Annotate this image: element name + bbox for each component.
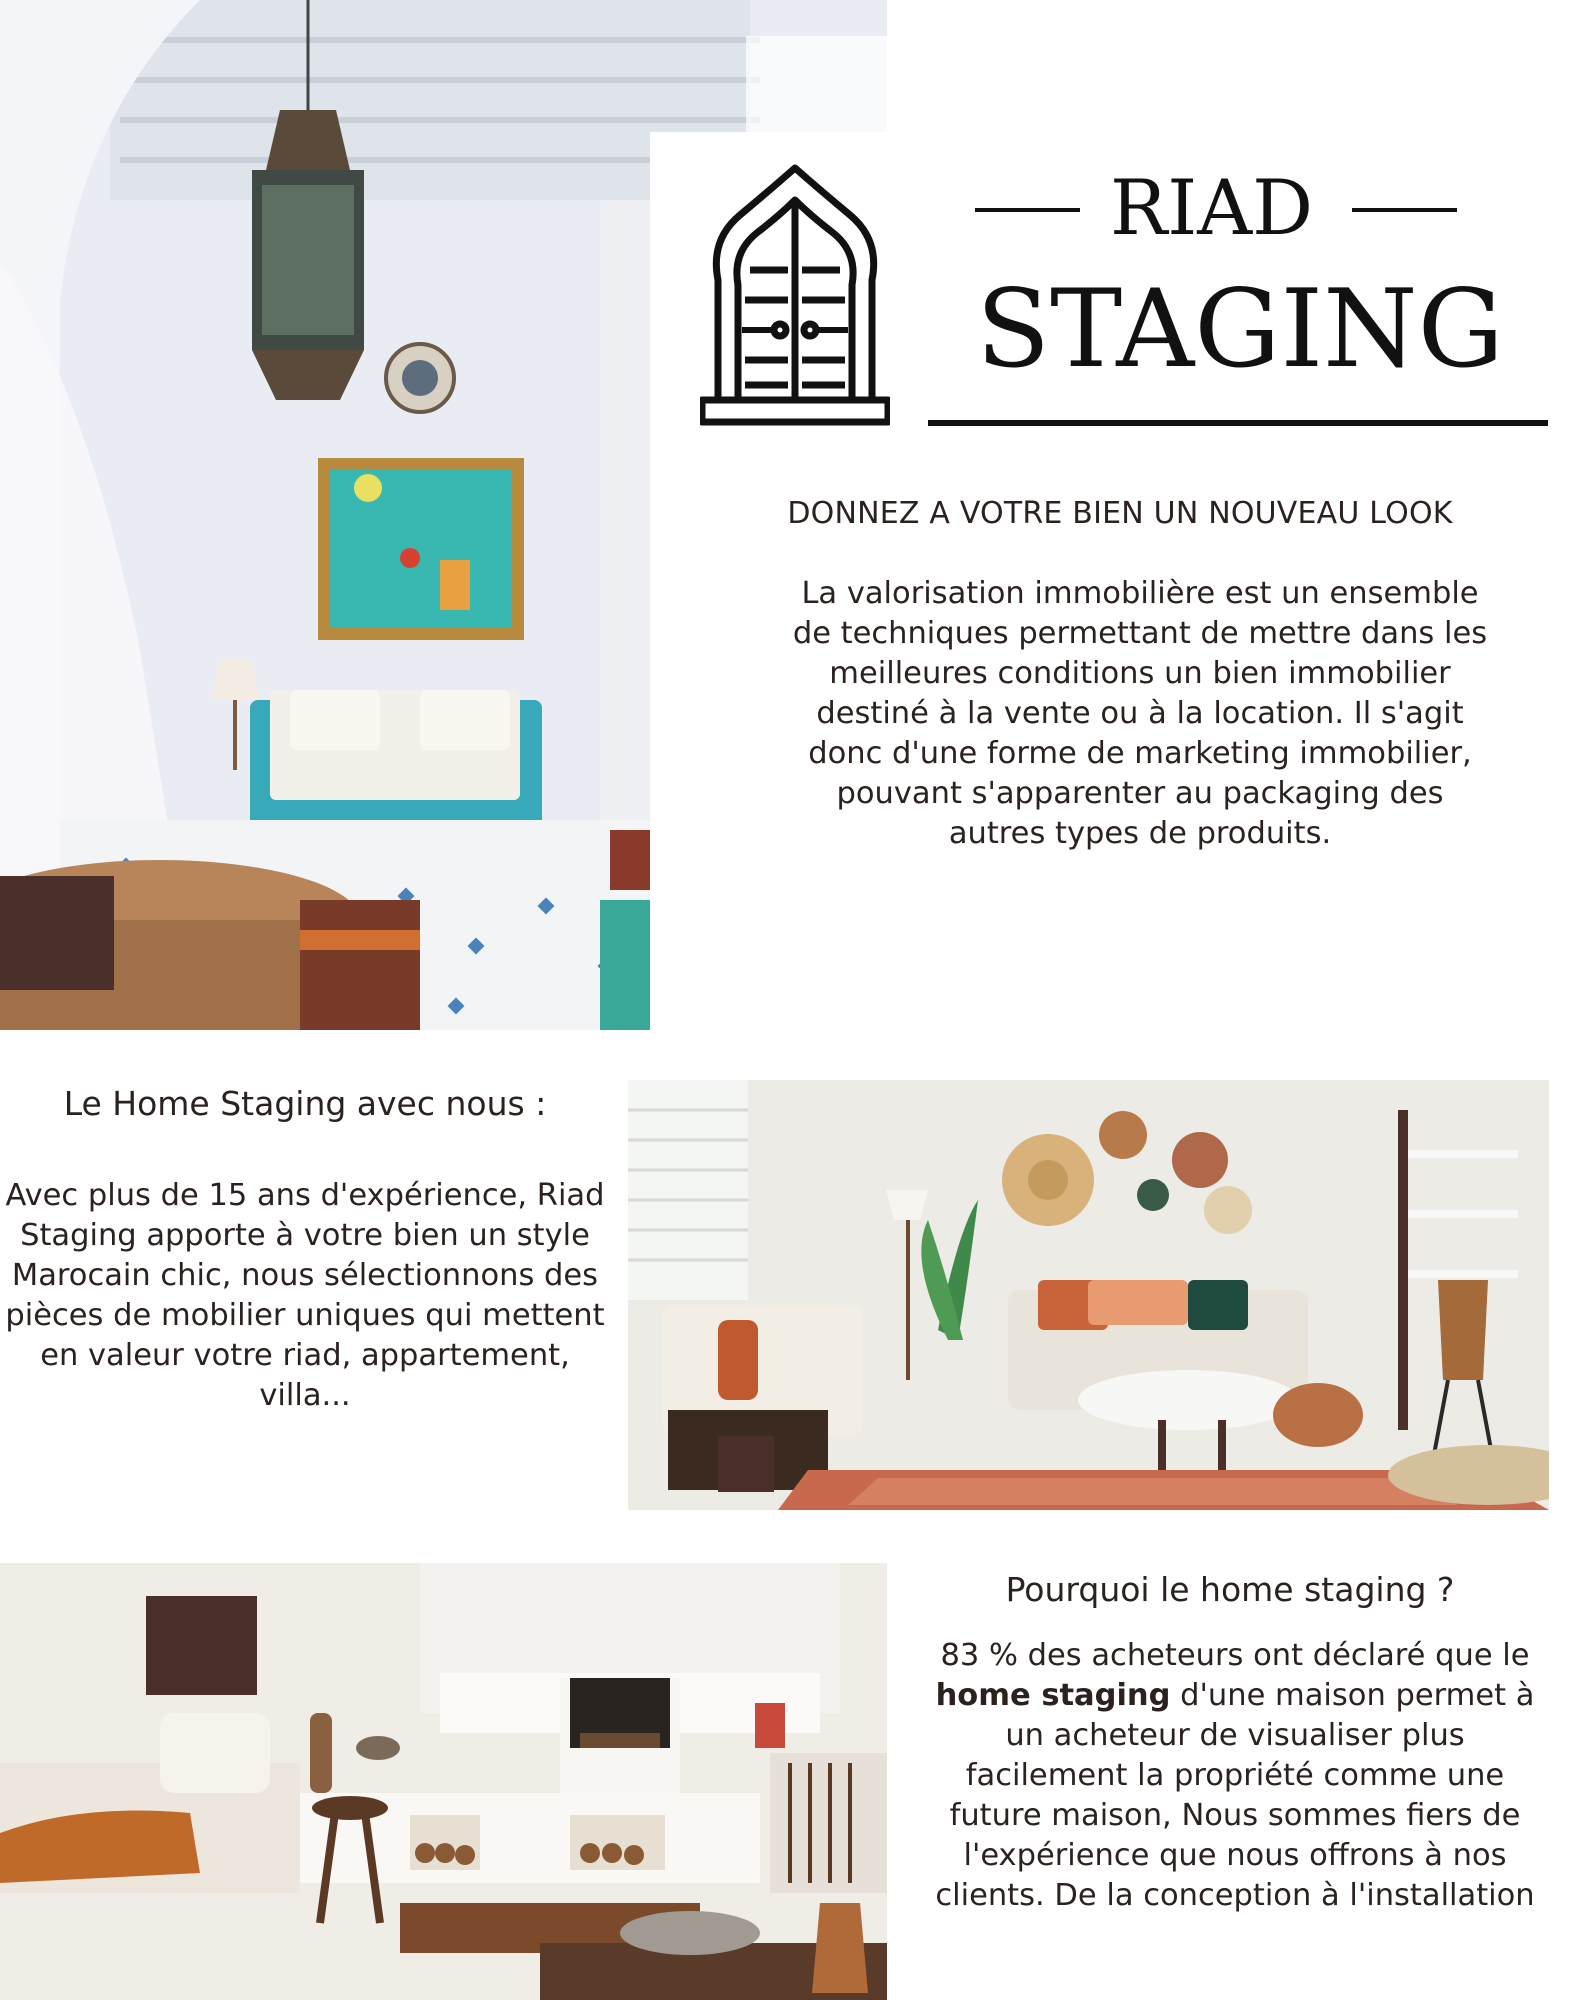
home-staging-heading: Le Home Staging avec nous : (63, 1084, 547, 1123)
hero-paragraph: La valorisation immobilière est un ensemble de techniques permettant de mettre dans les meilleures conditions un bien immobilier destiné à la vente ou à la location. Il s'agit donc d'une forme de marketing immobilier, pouvant s'apparenter au packaging des autres types de produits. (792, 576, 1488, 851)
accent-square (0, 876, 114, 990)
why-paragraph (920, 1636, 1550, 1916)
brand-rule-right (1352, 208, 1457, 212)
hero-tagline: DONNEZ A VOTRE BIEN UN NOUVEAU LOOK (787, 496, 1453, 531)
why-heading: Pourquoi le home staging ? (1005, 1570, 1455, 1609)
why-paragraph-bold: home staging (935, 1678, 1171, 1713)
why-paragraph-start: 83 % des acheteurs ont déclaré que le (940, 1638, 1530, 1673)
fireplace-photo (0, 1563, 887, 2000)
accent-square-photo (146, 1596, 257, 1695)
accent-square-small (718, 1436, 774, 1492)
brand-name-bottom: STAGING (976, 267, 1504, 392)
moroccan-door-icon (700, 160, 890, 430)
brand-rule-left (975, 208, 1080, 212)
brand-name-top: RIAD (1110, 163, 1314, 252)
why-paragraph-end: d'une maison permet à un acheteur de visualiser plus facilement la propriété comme une future maison, Nous sommes fiers de l'expérience que nous offrons à nos clients. De la conception à l'installation (935, 1678, 1535, 1913)
home-staging-paragraph: Avec plus de 15 ans d'expérience, Riad Staging apporte à votre bien un style Marocain chic, nous sélectionnons des pièces de mobilier uniques qui mettent en valeur votre riad, appartement, villa... (5, 1178, 605, 1413)
brand-underline (928, 420, 1548, 426)
